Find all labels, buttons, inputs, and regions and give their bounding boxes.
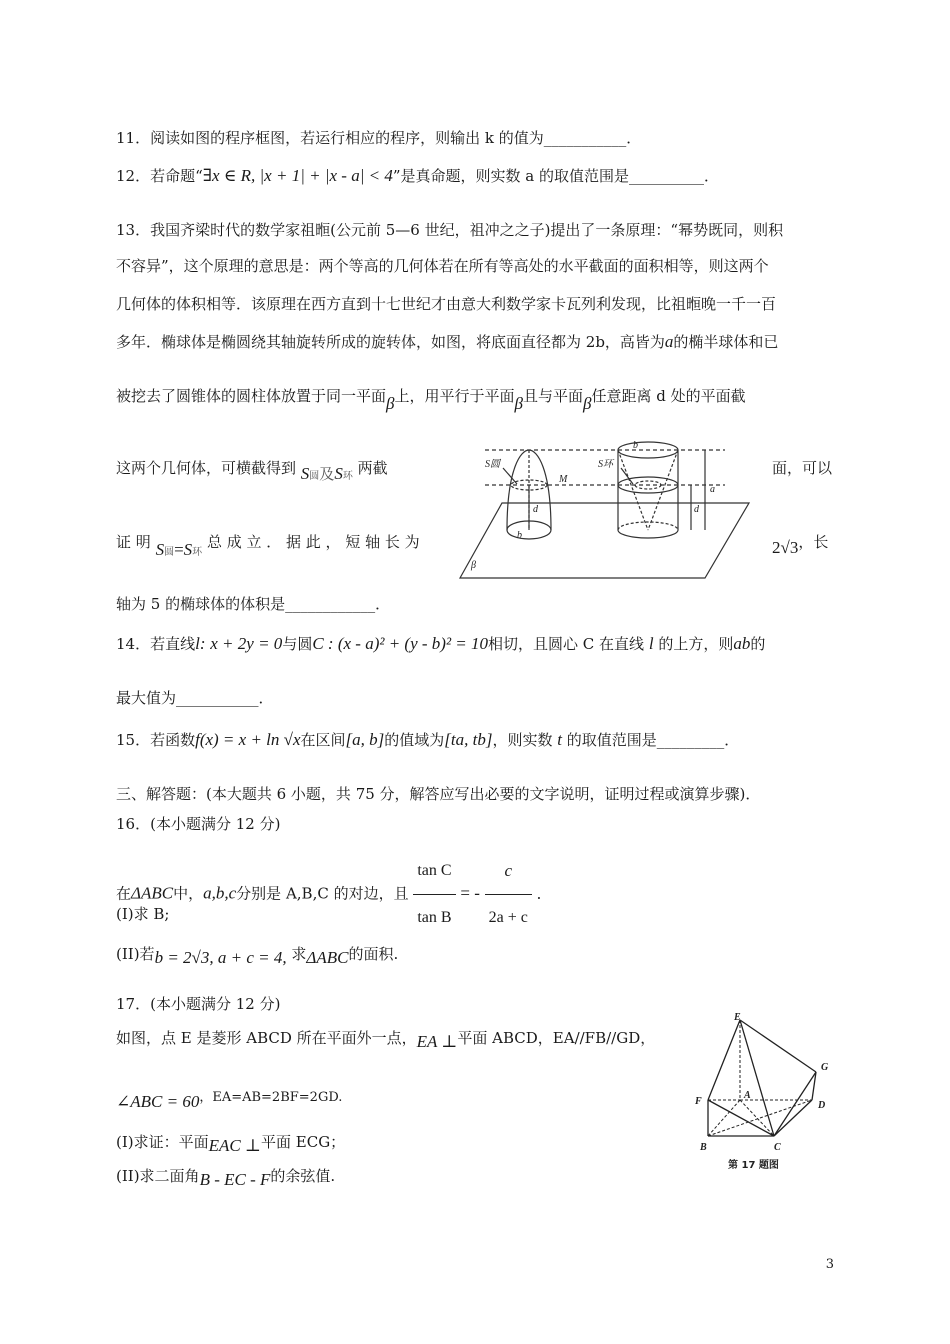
q16-abc: a,b,c: [203, 883, 237, 903]
q17-ea-perp: EA ⊥: [416, 1032, 458, 1051]
q13-line-6b: 两截: [357, 459, 388, 477]
edge-eg: [740, 1020, 816, 1072]
q16-frac-c-den: 2a + c: [488, 909, 528, 926]
q14-circle-eq: C : (x - a)² + (y - b)² = 10: [312, 634, 489, 653]
q14-line-eq: x + 2y = 0: [210, 634, 283, 653]
label-d: D: [818, 1100, 826, 1111]
section-3-heading: 三、解答题：(本大题共 6 小题，共 75 分，解答应写出必要的文字说明，证明过程或演算步骤)．: [116, 785, 761, 803]
label-b: b: [633, 440, 638, 451]
label-f: F: [695, 1096, 702, 1107]
q17-a: 如图，点 E 是菱形 ABCD 所在平面外一点，: [116, 1029, 417, 1047]
q13-line-5b: 上，用平行于平面: [394, 387, 515, 405]
q16-frac-tan: [413, 848, 455, 941]
q13-line-6c: 面，可以: [772, 459, 833, 477]
q13-sub-ring: 环: [342, 471, 353, 482]
q13-line-2: 不容异”，这个原理的意思是：两个等高的几何体若在所有等高处的水平截面的面积相等，则这两个: [116, 257, 769, 275]
edge-fc: [708, 1100, 774, 1136]
edge-ef: [708, 1020, 740, 1100]
q14-l2: l: [648, 634, 654, 653]
label-s-circle: S圆: [485, 459, 500, 470]
label-s-ring: S环: [598, 459, 613, 470]
q13-line-7: [116, 532, 420, 559]
q13-line-4b: 的椭半球体和已: [673, 333, 779, 351]
q11-text: 11．阅读如图的程序框图，若运行相应的程序，则输出 k 的值为___________．: [116, 129, 642, 147]
label-m: M: [559, 474, 568, 485]
q17-c: ，EA=AB=2BF=2GD.: [199, 1090, 343, 1105]
q16-eq-minus: = -: [460, 883, 480, 903]
q14-d: 的上方，则: [658, 635, 734, 653]
cone-edge-right: [648, 450, 678, 530]
q13-line-6: [116, 458, 388, 481]
q14-b: 与圆: [282, 635, 313, 653]
label-c: C: [774, 1142, 781, 1153]
q17-line-1: [116, 1028, 656, 1051]
q13-beta-1: β: [386, 394, 395, 413]
q13-line-4: [116, 332, 778, 352]
q16-frac-c-num: c: [485, 848, 532, 895]
q13-line-4a: 多年．椭球体是椭圆绕其轴旋转所成的旋转体，如图，将底面直径都为 2b，高皆为: [116, 333, 665, 351]
q14-line-2: 最大值为___________．: [116, 689, 274, 707]
q17-part-2: [116, 1166, 336, 1189]
q13-line-8: 轴为 5 的椭球体的体积是____________．: [116, 595, 391, 613]
q16-ii-tri: ΔABC: [306, 948, 349, 967]
q15-e: 的取值范围是_________．: [566, 731, 740, 749]
q13-beta-3: β: [582, 394, 592, 413]
q13-line-7c: ，长: [798, 533, 829, 551]
q13-line-7a: 证 明: [116, 533, 151, 551]
label-b-2: b: [517, 530, 522, 541]
q12-suffix: ”是真命题，则实数 a 的取值范围是__________．: [392, 167, 720, 185]
q13-sub-circle: 圆: [309, 471, 320, 482]
q13-var-a: a: [664, 332, 674, 351]
q16-a: 在: [116, 884, 132, 903]
s-ring-pointer: [621, 468, 633, 484]
q15-b: 在区间: [300, 731, 346, 749]
q13-sub-circle-2: 圆: [164, 547, 175, 558]
q12-line: [116, 166, 719, 186]
q14-c: 相切，且圆心 C 在直线: [488, 635, 645, 653]
q15-func: f(x) = x + ln √x: [195, 730, 301, 749]
q13-line-3: 几何体的体积相等．该原理在西方直到十七世纪才由意大利数学家卡瓦列利发现，比祖暅晚一千一百: [116, 295, 777, 313]
q14-a: 14．若直线: [116, 635, 196, 653]
q17-part-1: [116, 1132, 346, 1155]
q16-ii-b: 求: [291, 945, 307, 963]
q13-and: 及: [319, 465, 335, 483]
q17-eac: EAC ⊥: [208, 1136, 261, 1155]
q15-a: 15．若函数: [116, 731, 196, 749]
q13-sub-ring-2: 环: [192, 547, 203, 558]
q13-line-5a: 被挖去了圆锥体的圆柱体放置于同一平面: [116, 387, 387, 405]
label-b: B: [700, 1142, 707, 1153]
q13-line-1: 13．我国齐梁时代的数学家祖暅(公元前 5—6 世纪，祖冲之之子)提出了一条原理：“幂势既同，则积: [116, 221, 784, 239]
q13-line-7-right: [772, 533, 829, 558]
q14-line-1: [116, 634, 765, 654]
q14-ab: ab: [733, 634, 751, 653]
q17-ii-a: (II)求二面角: [116, 1167, 200, 1185]
q13-line-5d: 任意距离 d 处的平面截: [591, 387, 746, 405]
q16-head: 16．(本小题满分 12 分): [116, 815, 281, 833]
label-e: E: [734, 1012, 741, 1023]
figure-17-caption: 第 17 题图: [728, 1160, 779, 1171]
q15-interval: [a, b]: [345, 730, 385, 749]
q16-ii-a: (II)若: [116, 945, 155, 963]
q13-line-6a: 这两个几何体，可横截得到: [116, 459, 297, 477]
plane-beta: [460, 503, 749, 578]
q17-head: 17．(本小题满分 12 分): [116, 995, 281, 1013]
q13-line-7b: 总 成 立 ． 据 此 ， 短 轴 长 为: [206, 533, 420, 551]
label-d-1: d: [533, 504, 538, 515]
label-d-2: d: [694, 504, 699, 515]
q15-c: 的值域为: [384, 731, 445, 749]
q16-frac-tan-num: tan C: [413, 848, 455, 895]
q16-statement: [116, 848, 552, 941]
q17-angle: ∠ABC = 60: [116, 1092, 200, 1111]
q16-ii-math: b = 2√3, a + c = 4,: [154, 948, 287, 967]
q15-range: [ta, tb]: [444, 730, 493, 749]
q16-tri: ΔABC: [131, 883, 174, 903]
q16-part-2: [116, 944, 399, 967]
label-a: a: [710, 484, 715, 495]
q17-bec: B - EC - F: [199, 1170, 271, 1189]
q15-line: [116, 730, 739, 750]
edge-gc: [774, 1072, 816, 1136]
q17-i-a: (I)求证：平面: [116, 1133, 209, 1151]
s-circle-pointer: [503, 468, 517, 484]
cone-edge-left: [618, 450, 648, 530]
figure-13-solids: [455, 438, 755, 586]
q16-frac-tan-den: tan B: [417, 909, 452, 926]
q13-s-circle-2: S: [155, 540, 165, 559]
q16-frac-c: [485, 848, 532, 941]
q14-l: l:: [195, 634, 206, 653]
q13-s-ring: S: [334, 464, 343, 483]
q12-prefix: 12．若命题“: [116, 167, 203, 185]
q12-math: ∃x ∈ R, |x + 1| + |x - a| < 4: [202, 166, 393, 185]
q17-i-b: 平面 ECG；: [261, 1133, 346, 1151]
q16-b: 中，: [173, 884, 204, 903]
q16-part-1: (I)求 B;: [116, 905, 170, 923]
label-a: A: [744, 1090, 751, 1101]
edge-cd: [774, 1100, 812, 1136]
q16-dot: ．: [536, 884, 552, 903]
q13-beta-2: β: [514, 394, 523, 413]
figure-17-solid: [688, 1012, 838, 1174]
label-beta: β: [471, 560, 476, 571]
q16-c: 分别是 A,B,C 的对边，且: [236, 884, 409, 903]
q13-line-5: [116, 386, 746, 413]
q13-s-circle: S: [300, 464, 310, 483]
edge-bd: [708, 1100, 812, 1136]
q13-eq: =: [174, 540, 184, 559]
q15-t: t: [557, 730, 563, 749]
q15-d: ，则实数: [492, 731, 553, 749]
q13-s-ring-2: S: [183, 540, 193, 559]
q17-line-2: [116, 1086, 343, 1111]
q17-ii-b: 的余弦值.: [270, 1167, 336, 1185]
q13-two-sqrt3: 2√3: [772, 538, 799, 557]
q14-e: 的: [750, 635, 766, 653]
q13-line-5c: 且与平面: [522, 387, 583, 405]
cylinder-base: [618, 530, 678, 538]
q16-ii-c: 的面积.: [348, 945, 399, 963]
label-g: G: [821, 1062, 829, 1073]
page-number: 3: [825, 1257, 834, 1272]
q17-b: 平面 ABCD，EA//FB//GD，: [457, 1029, 656, 1047]
